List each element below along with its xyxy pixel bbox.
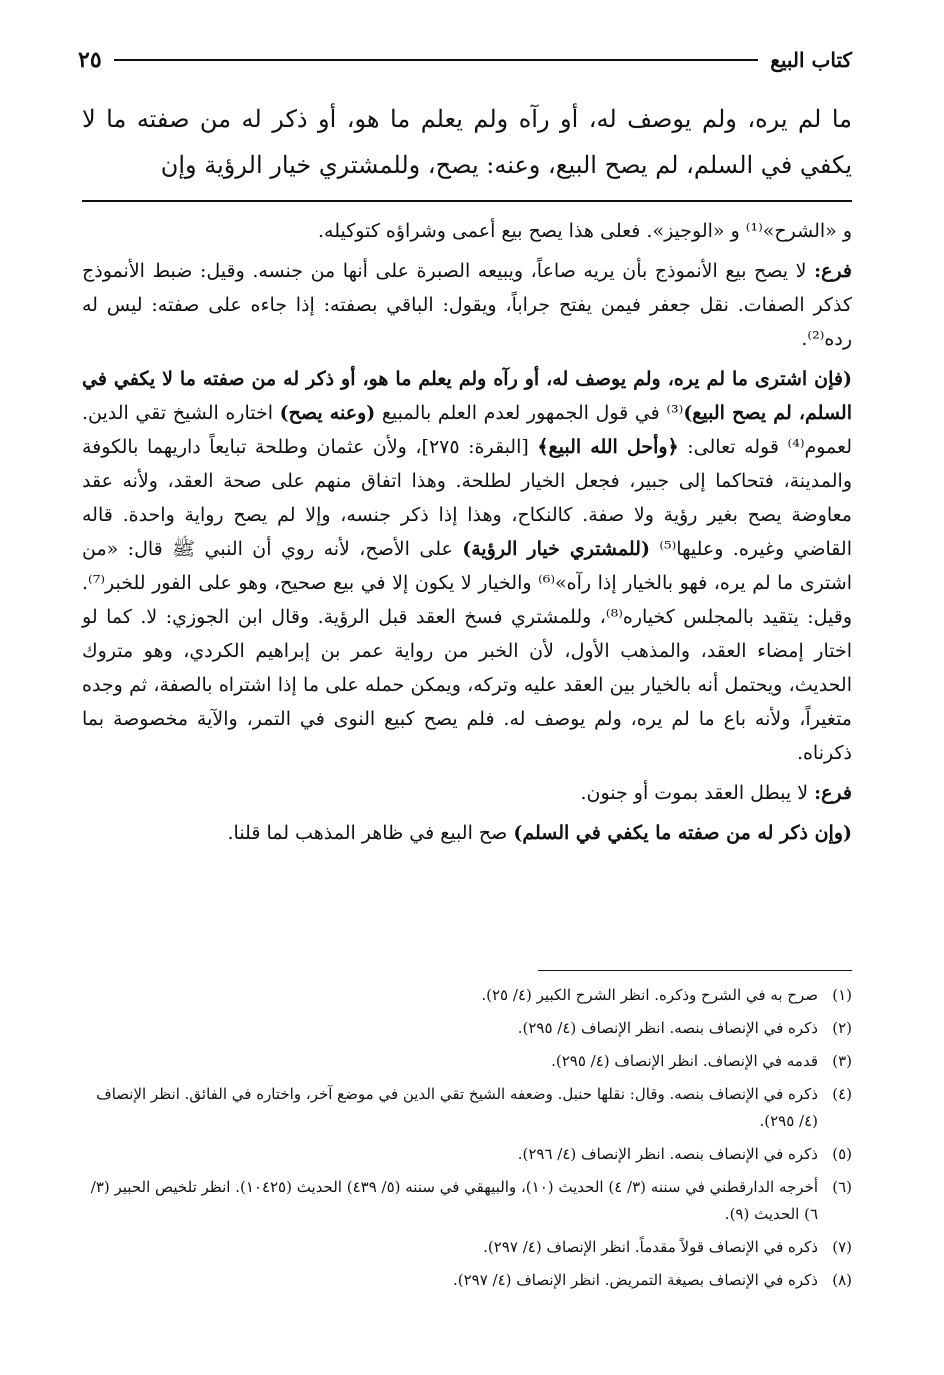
footnote-text: صرح به في الشرح وذكره. انظر الشرح الكبير (٤/ ٢٥). (481, 986, 818, 1004)
footnote-text: ذكره في الإنصاف بنصه. انظر الإنصاف (٤/ ٢٩٦). (517, 1145, 818, 1163)
sharh-paragraph-2 (82, 254, 852, 356)
footnote-number: (٢) (832, 1019, 852, 1037)
commentary-text: على الأصح، لأنه روي أن النبي ﷺ قال: «من اشترى ما لم يره، فهو بالخيار إذا رآه»⁽⁶⁾ والخيار لا يكون إلا في بيع صحيح، وهو على الفور للخبر⁽⁷⁾. وقيل: يتقيد بالمجلس كخياره⁽⁸⁾، وللمشتري فسخ العقد قبل الرؤية. وقال ابن الجوزي: لا. كما لو اختار إمضاء العقد، والمذهب الأول، لأن الخبر من رواية عمر بن إبراهيم الكردي، وهو متروك الحديث، ويحتمل أنه بالخيار بين العقد عليه وتركه، ويمكن حمله على ما إذا اشتراه بالصفة، ثم وجده متغيراً، ولأنه باع ما لم يره، ولم يوصف له. فلم يصح كبيع النوى في التمر، والآية مخصوصة بما ذكرناه. (82, 538, 852, 764)
footnote-number: (٦) (832, 1178, 852, 1196)
sharh-paragraph-4 (82, 776, 852, 810)
footnote (82, 1048, 852, 1075)
running-header (78, 40, 852, 80)
footnote-text: أخرجه الدارقطني في سننه (٣/ ٤) الحديث (١٠)، والبيهقي في سننه (٥/ ٤٣٩) الحديث (١٠٤٢٥). انظر تلخيص الحبير (٣/ ٦) الحديث (٩). (90, 1178, 818, 1223)
footnote (82, 982, 852, 1009)
quoted-matn: (فإن اشترى ما لم يره، ولم يوصف له، أو رآه ولم يعلم ما هو، أو ذكر له من صفته ما لا يكفي في السلم، لم يصح البيع) (82, 368, 852, 424)
footnote-number: (١) (832, 986, 852, 1004)
footnote (82, 1174, 852, 1228)
quoted-matn: (للمشتري خيار الرؤية) (462, 538, 650, 560)
footnote (82, 1267, 852, 1294)
commentary-text: صح البيع في ظاهر المذهب لما قلنا. (227, 822, 514, 844)
chapter-title: كتاب البيع (770, 48, 852, 72)
far-label: فرع: (814, 260, 852, 282)
footnote-number: (٥) (832, 1145, 852, 1163)
sharh-paragraph-1: و «الشرح»⁽¹⁾ و «الوجيز». فعلى هذا يصح بيع أعمى وشراؤه كتوكيله. (318, 220, 852, 242)
footnote (82, 1141, 852, 1168)
commentary-text: ⁽³⁾ في قول الجمهور لعدم العلم بالمبيع (375, 402, 684, 424)
footnote (82, 1015, 852, 1042)
commentary-text: اختاره الشيخ تقي الدين. لعموم⁽⁴⁾ قوله تعالى: (82, 402, 852, 458)
commentary-text: [البقرة: ٢٧٥]، ولأن عثمان وطلحة تبايعاً داريهما بالكوفة والمدينة، فتحاكما إلى جبير، فجعل الخيار لطلحة. وهذا اتفاق منهم على صحة العقد، ولأنه عقد معاوضة يصح بغير رؤية ولا صفة. كالنكاح، وهذا إذا ذكر جنسه، وإلا لم يصح رواية واحدة. قاله القاضي وغيره. وعليها⁽⁵⁾ (82, 436, 852, 560)
matn-text: ما لم يره، ولم يوصف له، أو رآه ولم يعلم ما هو، أو ذكر له من صفته ما لا يكفي في السلم، لم يصح البيع، وعنه: يصح، وللمشتري خيار الرؤية وإن (82, 105, 852, 179)
footnote (82, 1234, 852, 1261)
footnote-text: قدمه في الإنصاف. انظر الإنصاف (٤/ ٢٩٥). (551, 1052, 818, 1070)
footnote-text: ذكره في الإنصاف بنصه. وقال: نقلها حنبل. وضعفه الشيخ تقي الدين في موضع آخر، واختاره في الفائق. انظر الإنصاف (٤/ ٢٩٥). (96, 1085, 818, 1130)
footnote-number: (٨) (832, 1271, 852, 1289)
footnote-text: ذكره في الإنصاف بنصه. انظر الإنصاف (٤/ ٢٩٥). (517, 1019, 818, 1037)
quran-verse: ﴿وأحل الله البيع﴾ (537, 436, 679, 458)
sharh-paragraph-5 (82, 816, 852, 850)
far-text: لا يبطل العقد بموت أو جنون. (580, 782, 815, 804)
footnote-separator (538, 970, 852, 971)
matn-separator (82, 200, 852, 202)
sharh-commentary (82, 214, 852, 856)
footnotes (82, 982, 852, 1300)
header-rule (114, 59, 759, 61)
page-number: ٢٥ (78, 47, 102, 73)
footnote (82, 1081, 852, 1135)
footnote-text: ذكره في الإنصاف قولاً مقدماً. انظر الإنصاف (٤/ ٢٩٧). (483, 1238, 818, 1256)
footnote-number: (٣) (832, 1052, 852, 1070)
footnote-text: ذكره في الإنصاف بصيغة التمريض. انظر الإنصاف (٤/ ٢٩٧). (452, 1271, 818, 1289)
footnote-number: (٧) (832, 1238, 852, 1256)
quoted-matn: (وعنه يصح) (279, 402, 376, 424)
quoted-matn: (وإن ذكر له من صفته ما يكفي في السلم) (513, 822, 852, 844)
sharh-paragraph-3 (82, 362, 852, 770)
far-label: فرع: (814, 782, 852, 804)
footnote-number: (٤) (832, 1085, 852, 1103)
far-text: لا يصح بيع الأنموذج بأن يريه صاعاً، ويبيعه الصبرة على أنها من جنسه. وقيل: ضبط الأنموذج كذكر الصفات. نقل جعفر فيمن يفتح جراباً، ويقول: الباقي بصفته: إذا جاءه على صفته: ليس له رده⁽²⁾. (82, 260, 852, 350)
